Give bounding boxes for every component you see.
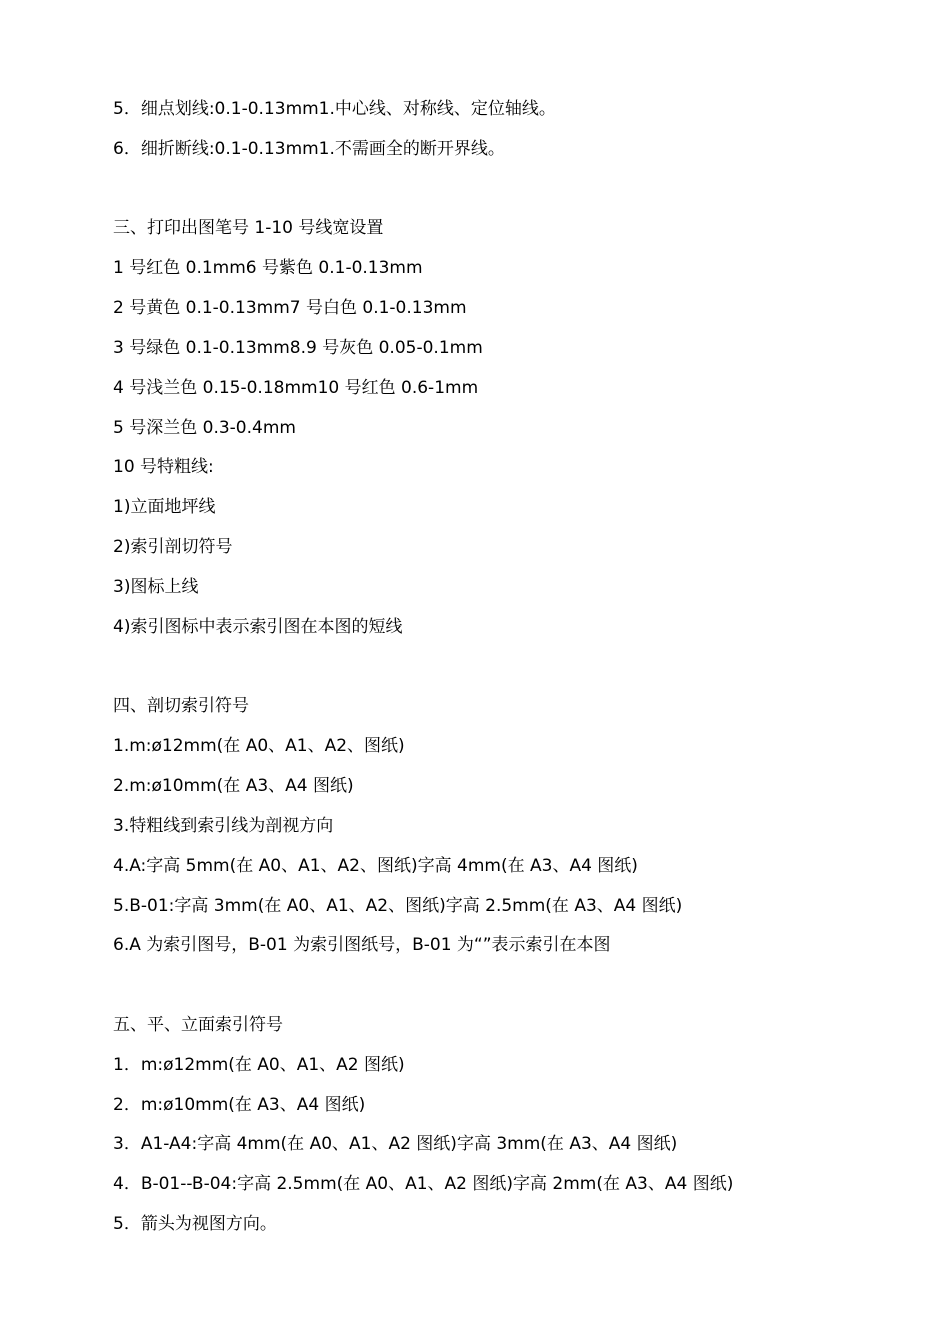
text-line: 10 号特粗线: [113,457,214,477]
text-line: 3.特粗线到索引线为剖视方向 [113,816,334,836]
text-line: 1 号红色 0.1mm6 号紫色 0.1-0.13mm [113,258,423,278]
text-line: 5 号深兰色 0.3-0.4mm [113,418,296,438]
text-line: 3)图标上线 [113,577,199,597]
section-heading: 四、剖切索引符号 [113,696,249,716]
text-line: 5.B-01:字高 3mm(在 A0、A1、A2、图纸)字高 2.5mm(在 A3、A4 图纸) [113,896,683,916]
text-line: 6．细折断线:0.1-0.13mm1.不需画全的断开界线。 [113,139,505,159]
text-line: 2)索引剖切符号 [113,537,233,557]
text-line: 5．箭头为视图方向。 [113,1214,277,1234]
text-line: 2 号黄色 0.1-0.13mm7 号白色 0.1-0.13mm [113,298,467,318]
section-heading: 三、打印出图笔号 1-10 号线宽设置 [113,218,384,238]
text-line: 6.A 为索引图号，B-01 为索引图纸号，B-01 为“”表示索引在本图 [113,935,611,955]
text-line: 2.m:ø10mm(在 A3、A4 图纸) [113,776,354,796]
text-line: 1.m:ø12mm(在 A0、A1、A2、图纸) [113,736,405,756]
text-line: 2．m:ø10mm(在 A3、A4 图纸) [113,1095,366,1115]
section-heading: 五、平、立面索引符号 [113,1015,283,1035]
text-line: 3．A1-A4:字高 4mm(在 A0、A1、A2 图纸)字高 3mm(在 A3、A4 图纸) [113,1134,678,1154]
text-line: 1)立面地坪线 [113,497,216,517]
text-line: 4．B-01--B-04:字高 2.5mm(在 A0、A1、A2 图纸)字高 2mm(在 A3、A4 图纸) [113,1174,734,1194]
text-line: 5．细点划线:0.1-0.13mm1.中心线、对称线、定位轴线。 [113,99,556,119]
text-line: 3 号绿色 0.1-0.13mm8.9 号灰色 0.05-0.1mm [113,338,483,358]
text-line: 4)索引图标中表示索引图在本图的短线 [113,617,403,637]
text-line: 1．m:ø12mm(在 A0、A1、A2 图纸) [113,1055,405,1075]
text-line: 4 号浅兰色 0.15-0.18mm10 号红色 0.6-1mm [113,378,479,398]
text-line: 4.A:字高 5mm(在 A0、A1、A2、图纸)字高 4mm(在 A3、A4 图纸) [113,856,638,876]
